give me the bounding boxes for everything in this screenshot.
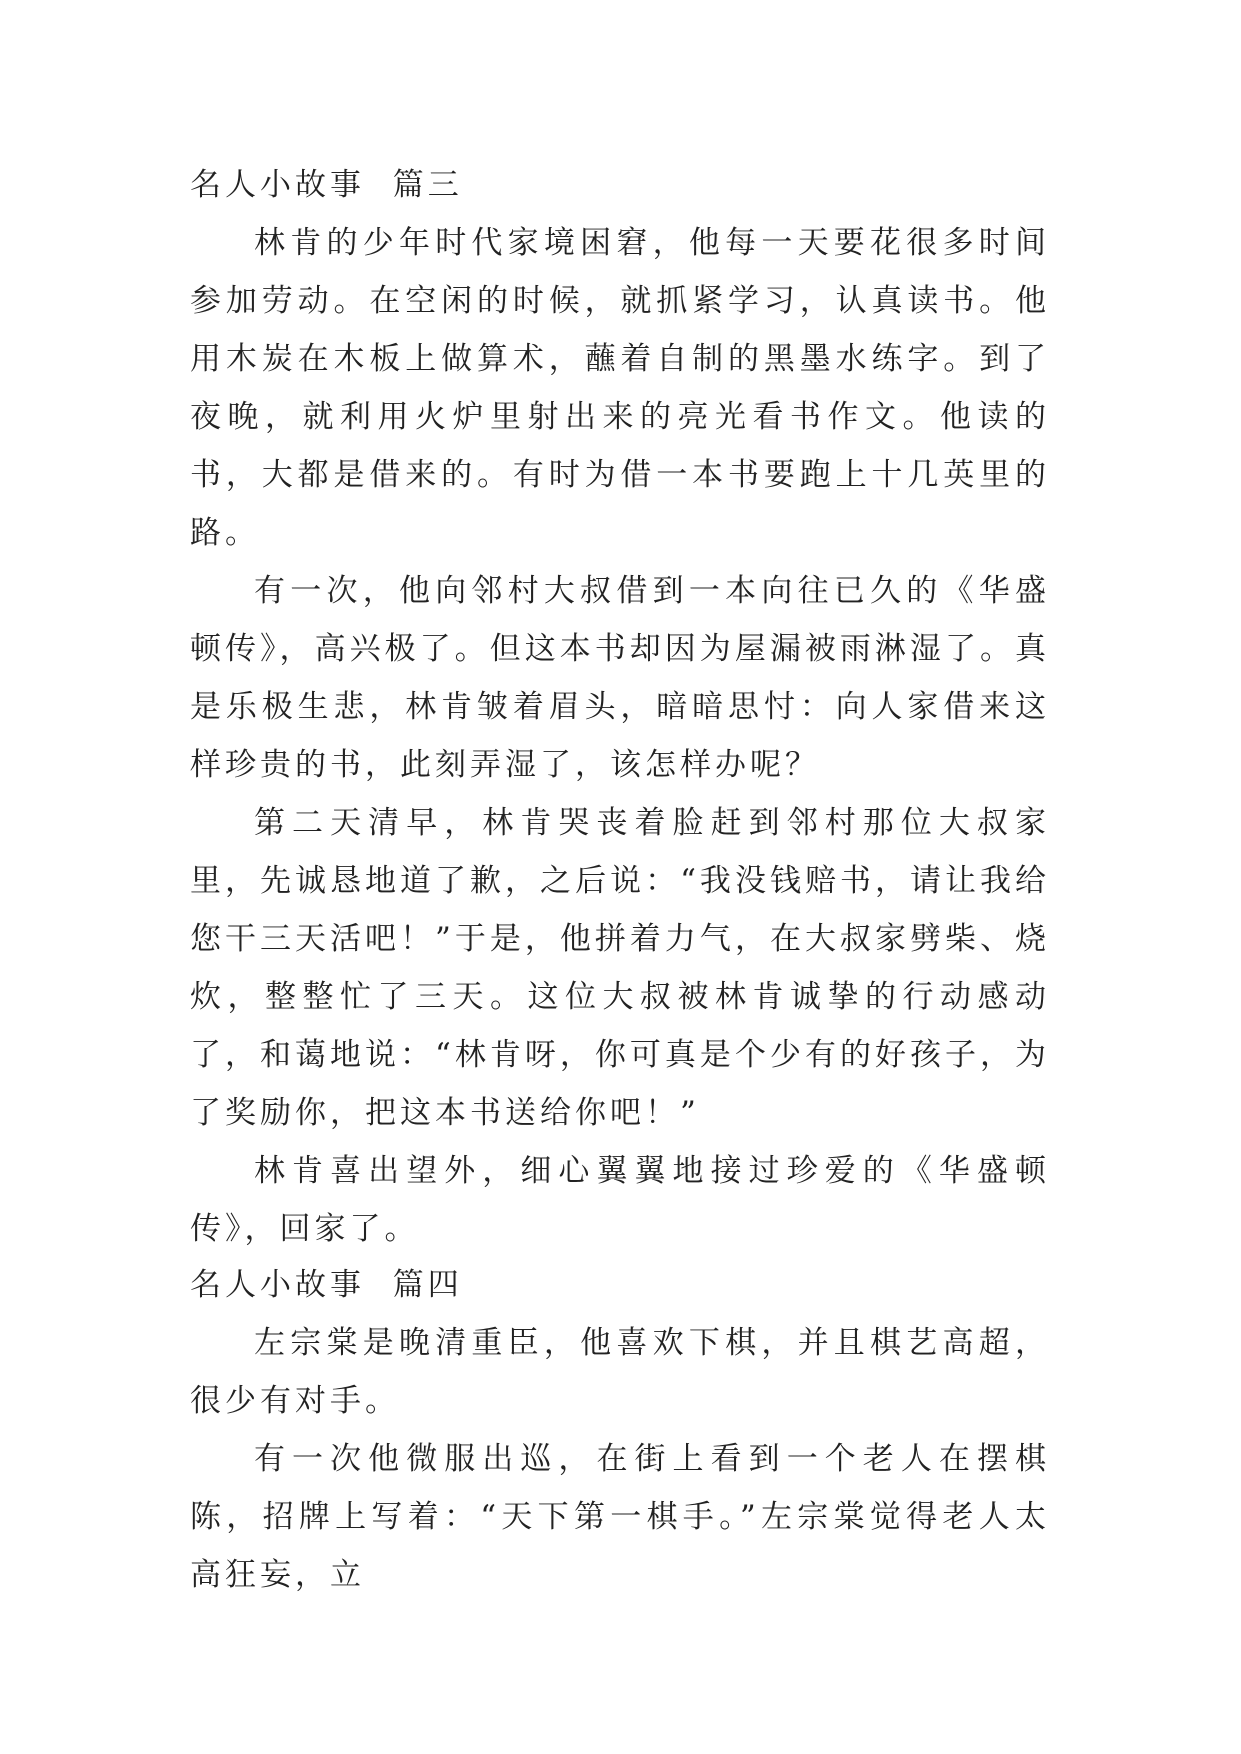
paragraph: 有一次，他向邻村大叔借到一本向往已久的《华盛顿传》，高兴极了。但这本书却因为屋漏被雨淋湿了。真是乐极生悲，林肯皱着眉头，暗暗思忖：向人家借来这样珍贵的书，此刻弄湿了，该怎样办呢？ xyxy=(190,573,1050,783)
story-section-4 xyxy=(190,1256,1050,1604)
paragraph: 林肯喜出望外，细心翼翼地接过珍爱的《华盛顿传》，回家了。 xyxy=(190,1153,1050,1247)
paragraph: 林肯的少年时代家境困窘，他每一天要花很多时间参加劳动。在空闲的时候，就抓紧学习，认真读书。他用木炭在木板上做算术，蘸着自制的黑墨水练字。到了夜晚，就利用火炉里射出来的亮光看书作文。他读的书，大都是借来的。有时为借一本书要跑上十几英里的路。 xyxy=(190,225,1050,551)
section-title: 名人小故事 篇四 xyxy=(190,1267,463,1303)
paragraph: 有一次他微服出巡，在街上看到一个老人在摆棋陈，招牌上写着：“天下第一棋手。”左宗棠觉得老人太高狂妄，立 xyxy=(190,1441,1050,1593)
paragraph: 左宗棠是晚清重臣，他喜欢下棋，并且棋艺高超，很少有对手。 xyxy=(190,1325,1050,1419)
section-title: 名人小故事 篇三 xyxy=(190,167,463,203)
story-section-3 xyxy=(190,156,1050,1258)
paragraph: 第二天清早，林肯哭丧着脸赶到邻村那位大叔家里，先诚恳地道了歉，之后说：“我没钱赔书，请让我给您干三天活吧！”于是，他拼着力气，在大叔家劈柴、烧炊，整整忙了三天。这位大叔被林肯诚挚的行动感动了，和蔼地说：“林肯呀，你可真是个少有的好孩子，为了奖励你，把这本书送给你吧！” xyxy=(190,805,1050,1131)
